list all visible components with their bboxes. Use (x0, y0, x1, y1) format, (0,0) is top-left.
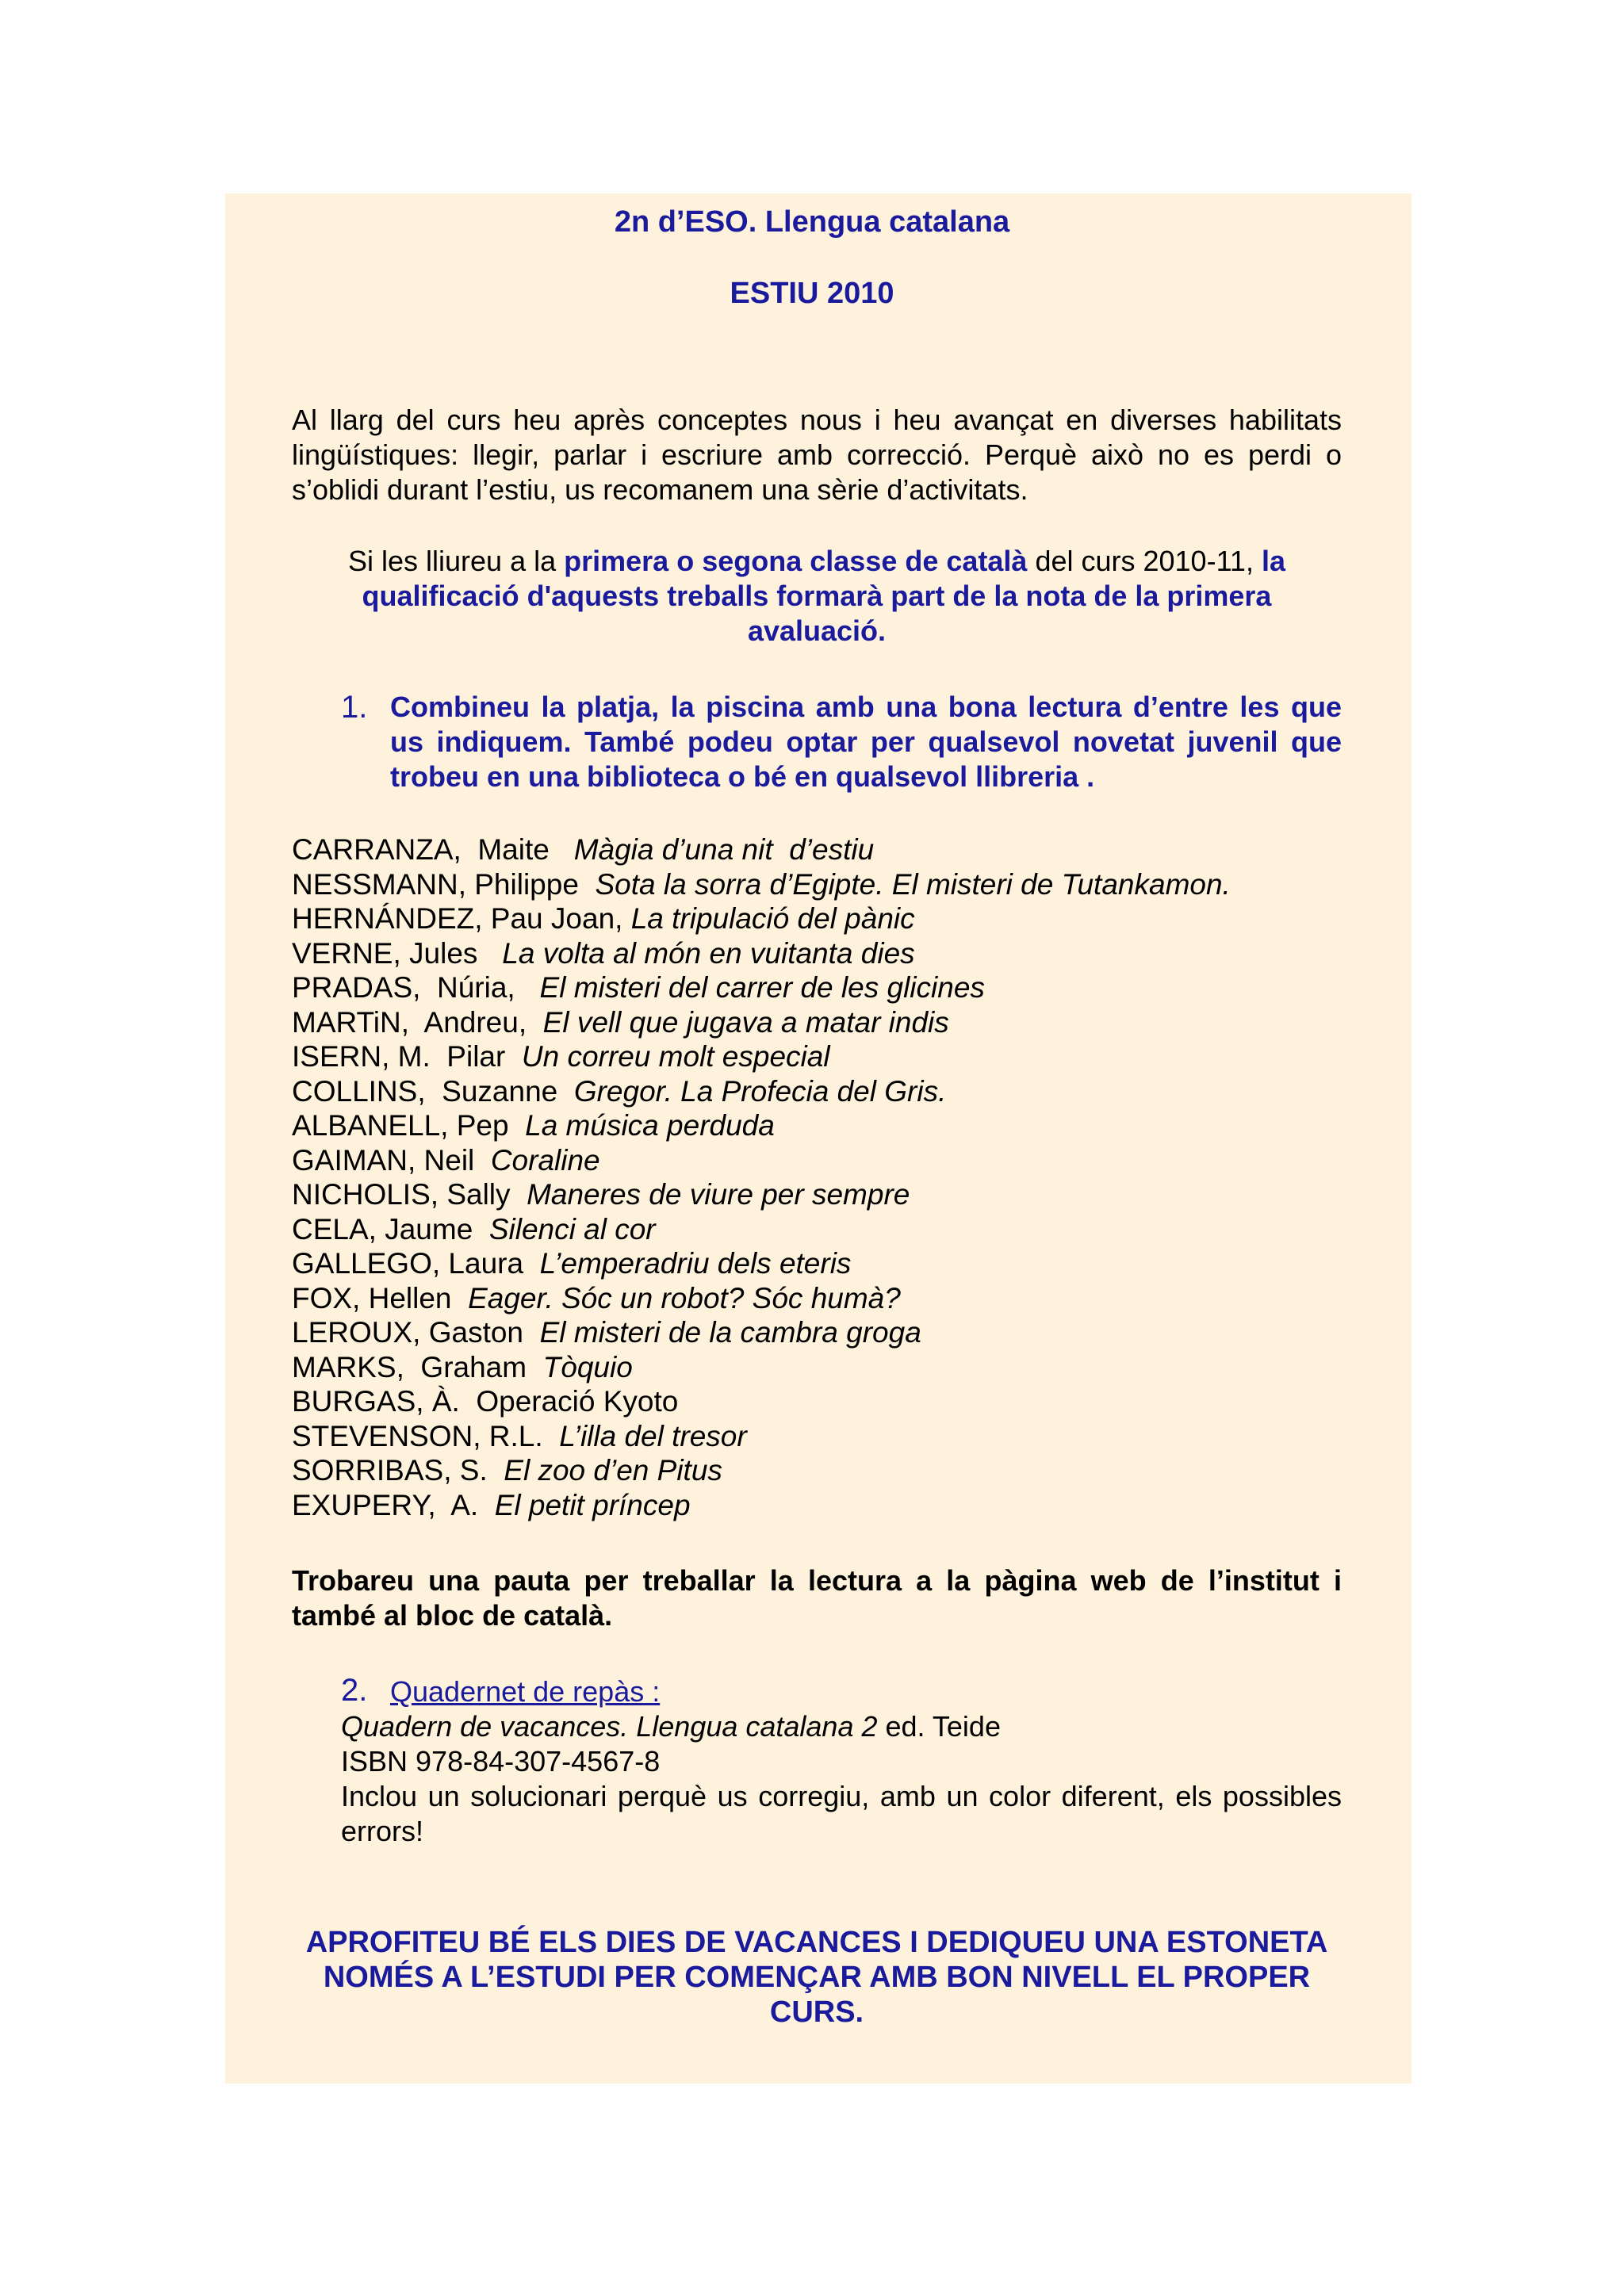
book-list-item (292, 867, 1402, 902)
book-author: FOX, Hellen (292, 1281, 469, 1314)
notice-text-2: del curs 2010-11, (1027, 545, 1262, 577)
notice-highlight-class: primera o segona classe de català (564, 545, 1028, 577)
book-author: COLLINS, Suzanne (292, 1074, 574, 1108)
book-title: Màgia d’una nit d’estiu (573, 833, 875, 866)
book-title: Tòquio (542, 1350, 633, 1383)
book-author: ALBANELL, Pep (292, 1109, 526, 1142)
item2-number: 2. (341, 1673, 368, 1708)
book-title: Silenci al cor (488, 1212, 656, 1246)
book-title: Eager. Sóc un robot? Sóc humà? (468, 1281, 901, 1314)
book-author: BURGAS, À. Operació Kyoto (292, 1385, 679, 1418)
item1-number: 1. (341, 690, 368, 725)
book-author: NICHOLIS, Sally (292, 1178, 527, 1211)
workbook-note: Inclou un solucionari perquè us corregiu, amb un color diferent, els possibles errors! (341, 1780, 1342, 1847)
item2-link-label[interactable]: Quadernet de repàs : (390, 1675, 661, 1708)
book-title: El misteri del carrer de les glicines (539, 971, 985, 1004)
book-title: Gregor. La Profecia del Gris. (573, 1074, 947, 1108)
book-list-item (292, 1281, 1402, 1316)
item1-text: Combineu la platja, la piscina amb una bona lectura d’entre les que us indiquem. També podeu optar per qualsevol novetat juvenil que trobeu en una biblioteca o bé en qualsevol llibreria . (390, 691, 1342, 793)
book-list-item (292, 1453, 1402, 1488)
document-title: 2n d’ESO. Llengua catalana (614, 205, 1010, 239)
book-author: GAIMAN, Neil (292, 1143, 491, 1177)
book-author: VERNE, Jules (292, 936, 503, 970)
document-subtitle: ESTIU 2010 (730, 277, 894, 310)
book-list-item (292, 1315, 1402, 1350)
item2-body (341, 1709, 1342, 1849)
book-author: SORRIBAS, S. (292, 1454, 504, 1487)
book-author: CARRANZA, Maite (292, 833, 574, 866)
workbook-title: Quadern de vacances. Llengua catalana 2 (341, 1710, 878, 1743)
book-list (292, 832, 1402, 1522)
book-author: PRADAS, Núria, (292, 971, 540, 1004)
book-list-item (292, 1177, 1402, 1212)
book-author: STEVENSON, R.L. (292, 1419, 560, 1452)
notice-text-1: Si les lliureu a la (348, 545, 565, 577)
book-list-item (292, 936, 1402, 971)
book-author: MARKS, Graham (292, 1350, 543, 1383)
book-list-item (292, 1384, 1402, 1419)
book-title: El vell que jugava a matar indis (542, 1005, 949, 1039)
book-list-item (292, 1143, 1402, 1178)
book-author: HERNÁNDEZ, Pau Joan, (292, 902, 631, 935)
workbook-publisher: ed. Teide (877, 1710, 1001, 1743)
book-list-item (292, 1419, 1402, 1454)
book-title: Maneres de viure per sempre (527, 1178, 910, 1211)
book-title: El misteri de la cambra groga (539, 1316, 921, 1349)
workbook-isbn: ISBN 978-84-307-4567-8 (341, 1745, 661, 1777)
book-list-item (292, 970, 1402, 1005)
book-title: L’illa del tresor (559, 1419, 747, 1452)
book-title: La tripulació del pànic (630, 902, 915, 935)
book-author: GALLEGO, Laura (292, 1247, 540, 1280)
book-list-item (292, 1212, 1402, 1247)
book-list-item (292, 1108, 1402, 1143)
book-title: El zoo d’en Pitus (504, 1454, 722, 1487)
book-title: El petit príncep (494, 1488, 691, 1521)
book-author: LEROUX, Gaston (292, 1316, 540, 1349)
closing-message: APROFITEU BÉ ELS DIES DE VACANCES I DEDIQUEU UNA ESTONETA NOMÉS A L’ESTUDI PER COMENÇAR AMB BON NIVELL EL PROPER CURS. (305, 1926, 1328, 2029)
book-list-item (292, 1074, 1402, 1109)
book-author: CELA, Jaume (292, 1212, 489, 1246)
book-author: MARTiN, Andreu, (292, 1005, 543, 1039)
reading-guide-note: Trobareu una pauta per treballar la lectura a la pàgina web de l’institut i també al bloc de català. (292, 1564, 1342, 1632)
book-title: Un correu molt especial (521, 1040, 830, 1073)
book-list-item (292, 1488, 1402, 1523)
book-list-item (292, 1039, 1402, 1074)
book-author: EXUPERY, A. (292, 1488, 495, 1521)
notice-highlight-grading: la qualificació d'aquests treballs formarà part de la nota de la primera avaluació. (362, 545, 1285, 647)
book-title: Coraline (490, 1143, 600, 1177)
book-author: ISERN, M. Pilar (292, 1040, 522, 1073)
book-list-item (292, 832, 1402, 867)
book-title: L’emperadriu dels eteris (539, 1247, 852, 1280)
book-list-item (292, 901, 1402, 936)
book-title: La música perduda (525, 1109, 775, 1142)
book-title: La volta al món en vuitanta dies (502, 936, 915, 970)
workbook-line (341, 1709, 1342, 1744)
book-list-item (292, 1005, 1402, 1040)
book-author: NESSMANN, Philippe (292, 867, 596, 901)
intro-paragraph: Al llarg del curs heu après conceptes nous i heu avançat en diverses habilitats lingüístiques: llegir, parlar i escriure amb correcció. Perquè això no es perdi o s’oblidi durant l’estiu, us recomanem una sèrie d’activitats. (292, 404, 1342, 506)
book-list-item (292, 1350, 1402, 1385)
book-list-item (292, 1246, 1402, 1281)
book-title: Sota la sorra d’Egipte. El misteri de Tutankamon. (595, 867, 1231, 901)
notice-paragraph (309, 544, 1324, 649)
